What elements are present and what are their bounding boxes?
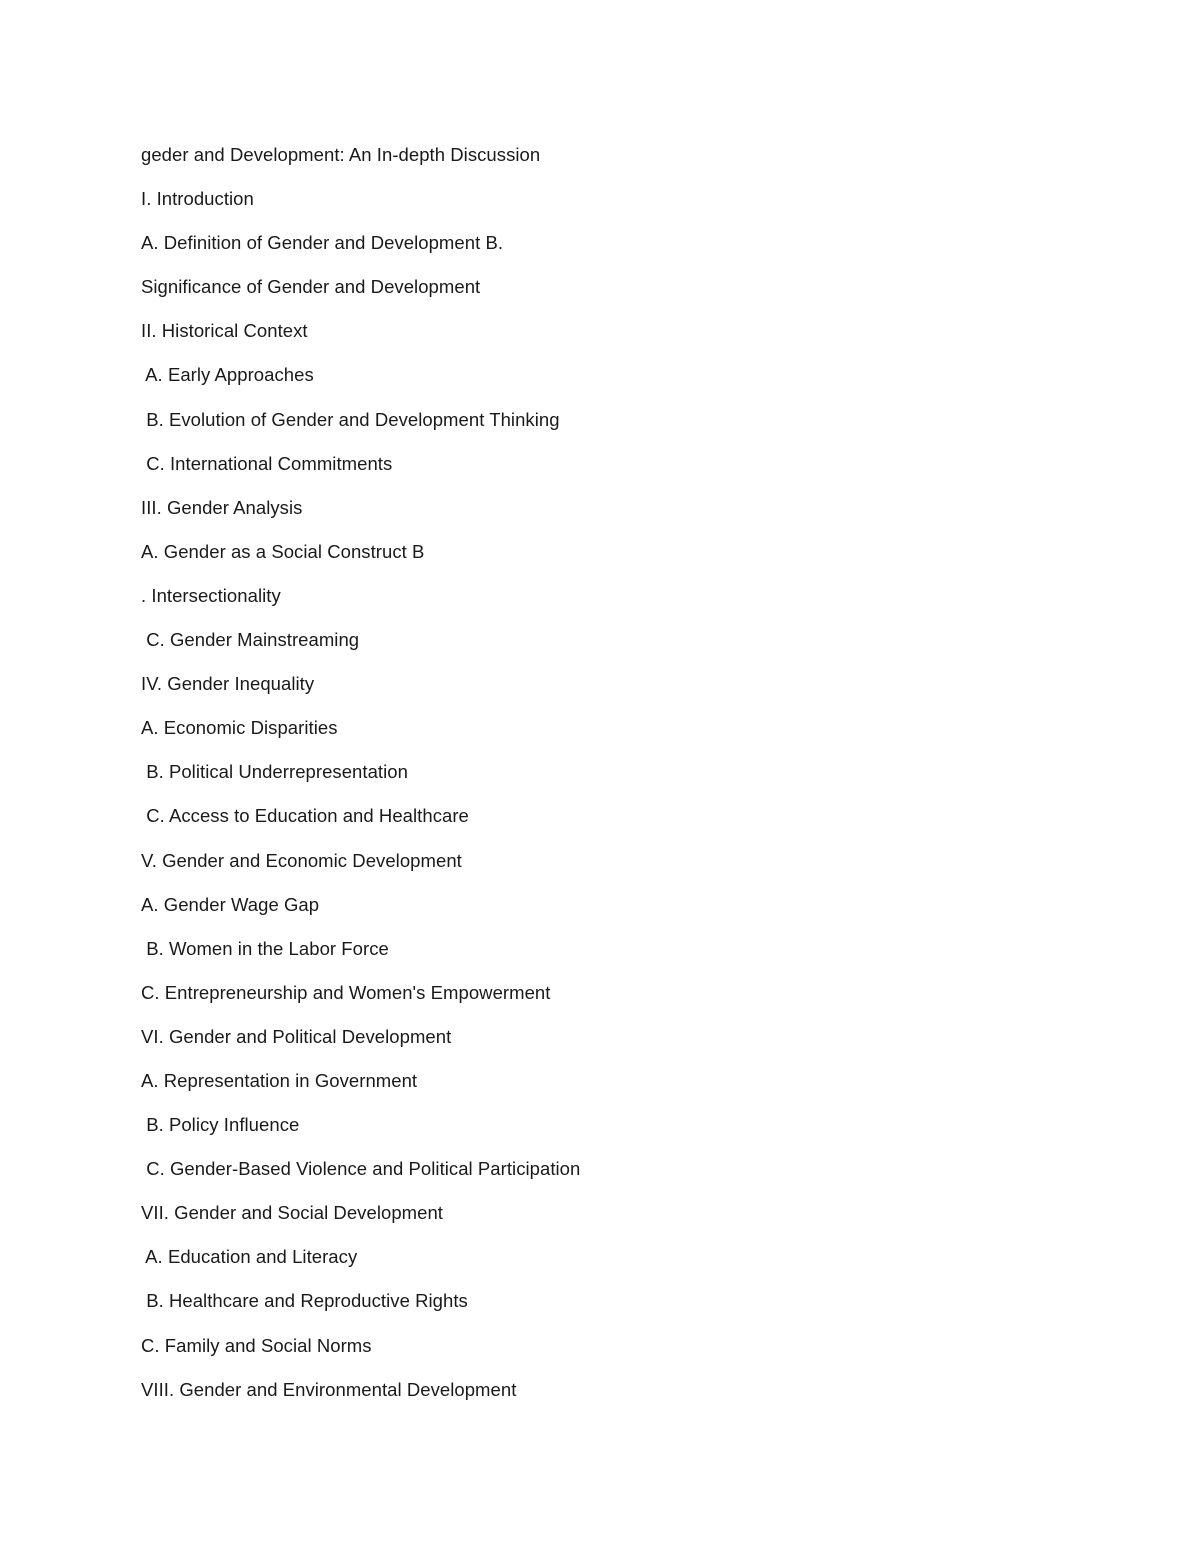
outline-line: A. Gender as a Social Construct B: [141, 540, 425, 562]
outline-line: V. Gender and Economic Development: [141, 849, 462, 871]
outline-line: A. Gender Wage Gap: [141, 893, 320, 915]
document-title: geder and Development: An In-depth Discussion: [141, 144, 541, 165]
outline-line: C. Access to Education and Healthcare: [141, 805, 469, 827]
outline-line: I. Introduction: [141, 188, 254, 210]
outline-line: B. Policy Influence: [141, 1114, 300, 1136]
outline-line: C. Family and Social Norms: [141, 1334, 372, 1356]
outline-line: Significance of Gender and Development: [141, 276, 481, 298]
outline-line: A. Economic Disparities: [141, 717, 338, 739]
outline-line: B. Women in the Labor Force: [141, 937, 389, 959]
outline-line: IV. Gender Inequality: [141, 673, 315, 695]
outline-line: VII. Gender and Social Development: [141, 1202, 443, 1224]
outline-line: C. Gender Mainstreaming: [141, 629, 360, 651]
outline-line: II. Historical Context: [141, 320, 308, 342]
outline-line: A. Early Approaches: [141, 364, 314, 386]
outline-line: C. Entrepreneurship and Women's Empowerment: [141, 981, 551, 1003]
outline-line: C. Gender-Based Violence and Political Participation: [141, 1158, 581, 1180]
outline-line: B. Evolution of Gender and Development Thinking: [141, 408, 560, 430]
outline-line: A. Education and Literacy: [141, 1246, 358, 1268]
outline-line: III. Gender Analysis: [141, 496, 303, 518]
outline-line: A. Definition of Gender and Development B.: [141, 232, 504, 254]
outline-line: A. Representation in Government: [141, 1069, 418, 1091]
outline-line: . Intersectionality: [141, 584, 281, 606]
outline-line: B. Healthcare and Reproductive Rights: [141, 1290, 468, 1312]
outline-line: VI. Gender and Political Development: [141, 1025, 452, 1047]
outline-list: [141, 142, 1141, 1421]
outline-line: C. International Commitments: [141, 452, 393, 474]
outline-line: B. Political Underrepresentation: [141, 761, 408, 783]
outline-line: VIII. Gender and Environmental Development: [141, 1378, 517, 1400]
